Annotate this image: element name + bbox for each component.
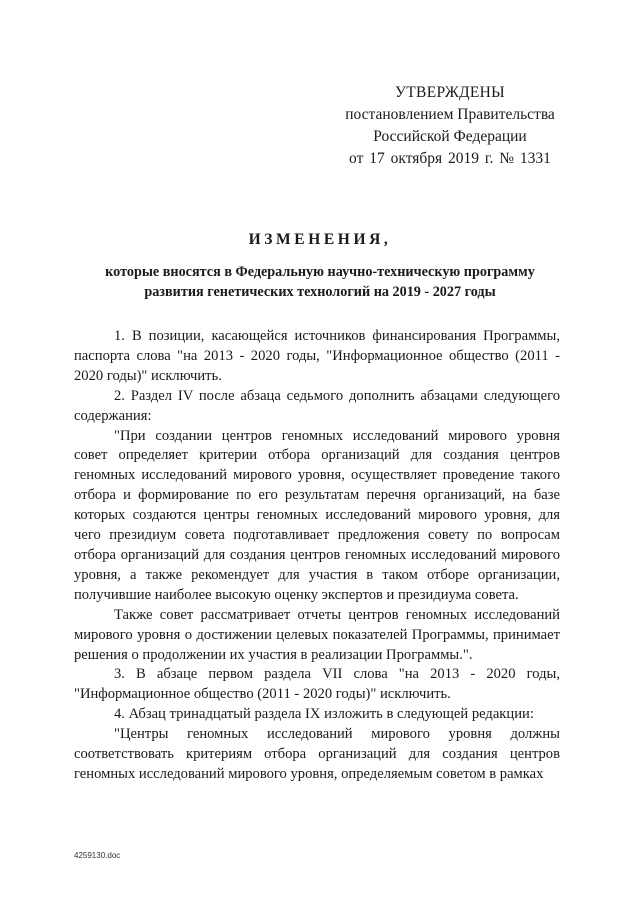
paragraph-5: 3. В абзаце первом раздела VII слова "на 2013 - 2020 годы, "Информационное общество (2011 - 2020 годы)" исключить. bbox=[74, 666, 560, 703]
approval-line-1: постановлением Правительства bbox=[345, 106, 555, 123]
paragraph-2: 2. Раздел IV после абзаца седьмого дополнить абзацами следующего содержания: bbox=[74, 387, 560, 424]
paragraph-3: "При создании центров геномных исследований мирового уровня совет определяет критерии отбора организаций для создания центров геномных исследований мирового уровня, осуществляет проведение такого отбора и формирование по его результатам перечня организаций, на базе которых создаются центры геномных исследований мирового уровня, для чего президиум совета подготавливает предложения совету по вопросам отбора организаций для создания центров геномных исследований мирового уровня, а также рекомендует для участия в таком отборе организации, получившие наиболее высокую оценку экспертов и президиума совета. bbox=[74, 427, 560, 603]
paragraph-6: 4. Абзац тринадцатый раздела IX изложить в следующей редакции: bbox=[114, 706, 534, 723]
file-reference: 4259130.doc bbox=[74, 851, 121, 860]
paragraph-7: "Центры геномных исследований мирового уровня должны соответствовать критериям отбора организаций для создания центров геномных исследований мирового уровня, определяемым советом в рамках bbox=[74, 726, 560, 782]
approval-date: от 17 октября 2019 г. № 1331 bbox=[349, 150, 551, 167]
document-title: ИЗМЕНЕНИЯ, bbox=[248, 231, 392, 248]
paragraph-1: 1. В позиции, касающейся источников финансирования Программы, паспорта слова "на 2013 - 2020 годы, "Информационное общество (2011 - 2020 годы)" исключить. bbox=[74, 328, 560, 384]
approval-line-2: Российской Федерации bbox=[373, 128, 527, 145]
subtitle-line-1: которые вносятся в Федеральную научно-техническую программу bbox=[105, 264, 535, 280]
document-subtitle bbox=[60, 262, 580, 302]
document-body bbox=[74, 327, 560, 785]
approval-block bbox=[320, 82, 580, 170]
subtitle-line-2: развития генетических технологий на 2019 - 2027 годы bbox=[144, 284, 496, 300]
paragraph-4: Также совет рассматривает отчеты центров геномных исследований мирового уровня о достижении целевых показателей Программы, принимает решения о продолжении их участия в реализации Программы.". bbox=[74, 606, 560, 663]
approval-heading: УТВЕРЖДЕНЫ bbox=[395, 84, 505, 101]
